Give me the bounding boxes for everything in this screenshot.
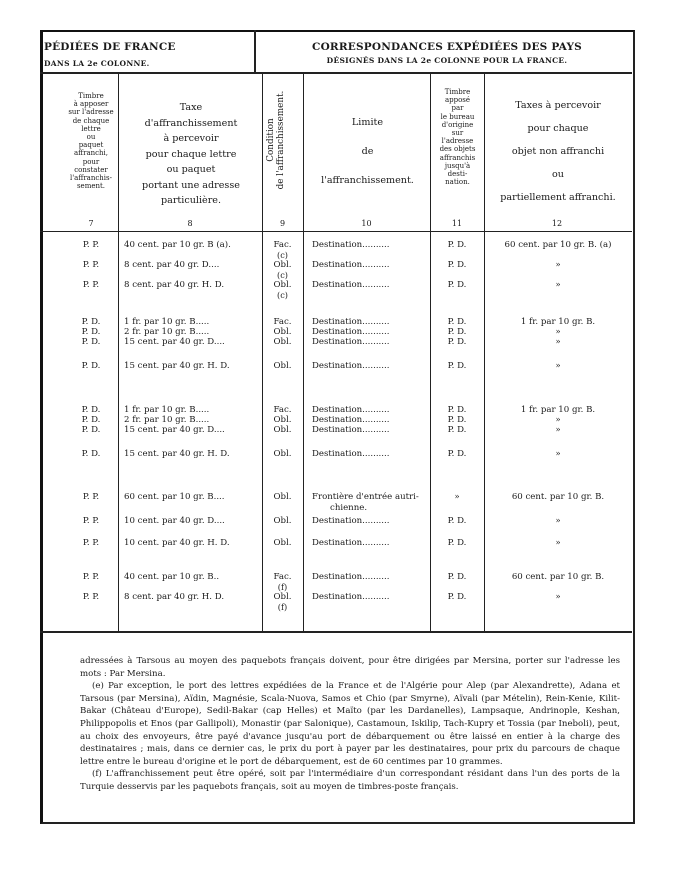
footnote-p1: adressées à Tarsous au moyen des paquebots français doivent, pour être dirigées par Mersina, porter sur l'adresse les mots : Par Mersina. (80, 656, 620, 679)
row-16-c7: P. P. (82, 592, 100, 602)
row-4-c9: Fac. (273, 317, 292, 327)
row-15-c9-note: (f) (277, 582, 288, 592)
col10-header: Limite de l'affranchissement. (321, 117, 414, 186)
left-subtitle: DANS LA 2e COLONNE. (44, 59, 150, 68)
row-15-c7: P. P. (82, 572, 100, 582)
row-7-c8: 15 cent. par 40 gr. H. D. (124, 361, 230, 371)
row-1-c9: Fac. (273, 240, 292, 250)
col11-number: 11 (451, 219, 463, 228)
row-2-c8: 8 cent. par 40 gr. D.... (124, 260, 220, 270)
row-11-c12: » (555, 449, 561, 459)
row-2-c10: Destination.......... (312, 260, 390, 270)
row-10-c8: 15 cent. par 40 gr. D.... (124, 425, 225, 435)
row-7-c12: » (555, 361, 561, 371)
footnote-e: (e) Par exception, le port des lettres expédiées de la France et de l'Algérie pour Alep (par Alexandrette), Adana et Tarsous (par Mersina), Aïdin, Magnésie, Scala-Nuova, Samos et Chio (par Smyrne), Aïvali (par Mételin), Rein-Kenie, Kilit-Bakar (Château d'Europe), Sedil-Bakar (cap Helles) et Maïto (par les Dardanelles), Lampsaque, Andrinople, Keshan, Philippopolis et Enos (par Gallipoli), Monastir (par Salonique), Castamoun, Iskilip, Tach-Kupry et Tossia (par Ineboli), peut, au choix des envoyeurs, être payé d'avance jusqu'au port de débarquement ou être laissé en entier à la charge des destinataires ; mais, dans ce dernier cas, le prix du port à payer par les destinataires, pour prix du parcours de chaque lettre entre le bureau d'origine et le port de débarquement, est de 60 centimes par 10 grammes. (80, 681, 620, 767)
row-12-c10-cont: chienne. (330, 503, 368, 513)
row-1-c7: P. P. (82, 240, 100, 250)
row-9-c7: P. D. (81, 415, 101, 425)
row-10-c10: Destination.......... (312, 425, 390, 435)
row-3-c7: P. P. (82, 280, 100, 290)
row-14-c8: 10 cent. par 40 gr. H. D. (124, 538, 230, 548)
row-10-c9: Obl. (273, 425, 292, 435)
row-16-c9-note: (f) (277, 602, 288, 612)
row-11-c9: Obl. (273, 449, 292, 459)
row-4-c8: 1 fr. par 10 gr. B..... (124, 317, 210, 327)
row-9-c12: » (555, 415, 561, 425)
row-5-c11: P. D. (447, 327, 467, 337)
row-14-c12: » (555, 538, 561, 548)
row-8-c9: Fac. (273, 405, 292, 415)
row-15-c11: P. D. (447, 572, 467, 582)
col9-number: 9 (279, 219, 286, 228)
row-7-c10: Destination.......... (312, 361, 390, 371)
row-14-c7: P. P. (82, 538, 100, 548)
row-7-c11: P. D. (447, 361, 467, 371)
right-title: CORRESPONDANCES EXPÉDIÉES DES PAYS (312, 41, 582, 53)
row-9-c8: 2 fr. par 10 gr. B..... (124, 415, 210, 425)
row-6-c9: Obl. (273, 337, 292, 347)
row-6-c8: 15 cent. par 40 gr. D.... (124, 337, 225, 347)
table-bottom-rule (40, 631, 632, 633)
row-8-c12: 1 fr. par 10 gr. B. (520, 405, 596, 415)
col-line-5 (484, 74, 485, 632)
row-14-c9: Obl. (273, 538, 292, 548)
right-subtitle: DÉSIGNÉS DANS LA 2e COLONNE POUR LA FRANCE. (326, 56, 568, 65)
row-3-c9: Obl. (273, 280, 292, 290)
row-3-c9-note: (c) (277, 290, 288, 300)
row-5-c8: 2 fr. par 10 gr. B..... (124, 327, 210, 337)
row-15-c8: 40 cent. par 10 gr. B.. (124, 572, 220, 582)
row-13-c9: Obl. (273, 516, 292, 526)
row-10-c7: P. D. (81, 425, 101, 435)
row-12-c8: 60 cent. par 10 gr. B.... (124, 492, 225, 502)
row-9-c10: Destination.......... (312, 415, 390, 425)
row-13-c10: Destination.......... (312, 516, 390, 526)
row-15-c12: 60 cent. par 10 gr. B. (511, 572, 605, 582)
row-9-c9: Obl. (273, 415, 292, 425)
row-16-c8: 8 cent. par 40 gr. H. D. (124, 592, 225, 602)
col8-number: 8 (187, 219, 193, 228)
col7-number: 7 (88, 219, 94, 228)
row-2-c12: » (555, 260, 561, 270)
col12-header: Taxes à percevoir pour chaque objet non affranchi ou partiellement affranchi. (500, 100, 616, 203)
row-6-c10: Destination.......... (312, 337, 390, 347)
row-4-c12: 1 fr. par 10 gr. B. (520, 317, 596, 327)
row-6-c11: P. D. (447, 337, 467, 347)
row-6-c7: P. D. (81, 337, 101, 347)
row-1-c10: Destination.......... (312, 240, 390, 250)
row-2-c7: P. P. (82, 260, 100, 270)
row-13-c12: » (555, 516, 561, 526)
row-15-c10: Destination.......... (312, 572, 390, 582)
row-8-c7: P. D. (81, 405, 101, 415)
col9-header: Condition de l'affranchissement. (266, 90, 287, 190)
row-2-c9-note: (c) (277, 270, 288, 280)
footnote-f: (f) L'affranchissement peut être opéré, soit par l'intermédiaire d'un correspondant résidant dans l'un des ports de la Turquie desservis par les paquebots français, soit au moyen de timbres-poste français. (80, 769, 620, 792)
col7-header: Timbre à apposer sur l'adresse de chaque lettre ou paquet affranchi, pour constater l'affranchis- sement. (68, 92, 114, 191)
row-8-c10: Destination.......... (312, 405, 390, 415)
row-10-c11: P. D. (447, 425, 467, 435)
col-line-2 (262, 74, 263, 632)
row-12-c11: » (454, 492, 460, 502)
footnotes (80, 655, 620, 794)
row-3-c8: 8 cent. par 40 gr. H. D. (124, 280, 225, 290)
row-3-c10: Destination.......... (312, 280, 390, 290)
row-7-c7: P. D. (81, 361, 101, 371)
row-12-c10: Frontière d'entrée autri- (312, 492, 419, 502)
row-4-c10: Destination.......... (312, 317, 390, 327)
row-16-c10: Destination.......... (312, 592, 390, 602)
row-9-c11: P. D. (447, 415, 467, 425)
row-13-c7: P. P. (82, 516, 100, 526)
row-3-c11: P. D. (447, 280, 467, 290)
row-12-c12: 60 cent. par 10 gr. B. (511, 492, 605, 502)
row-5-c9: Obl. (273, 327, 292, 337)
row-14-c11: P. D. (447, 538, 467, 548)
row-14-c10: Destination.......... (312, 538, 390, 548)
row-1-c9-note: (c) (277, 250, 288, 260)
left-title: PÉDIÉES DE FRANCE (44, 41, 176, 53)
row-1-c11: P. D. (447, 240, 467, 250)
row-3-c12: » (555, 280, 561, 290)
row-1-c8: 40 cent. par 10 gr. B (a). (124, 240, 231, 250)
col12-number: 12 (551, 219, 563, 228)
row-11-c10: Destination.......... (312, 449, 390, 459)
row-12-c9: Obl. (273, 492, 292, 502)
row-11-c7: P. D. (81, 449, 101, 459)
row-11-c8: 15 cent. par 40 gr. H. D. (124, 449, 230, 459)
row-13-c8: 10 cent. par 40 gr. D.... (124, 516, 225, 526)
row-5-c12: » (555, 327, 561, 337)
row-2-c9: Obl. (273, 260, 292, 270)
row-6-c12: » (555, 337, 561, 347)
row-12-c7: P. P. (82, 492, 100, 502)
row-8-c11: P. D. (447, 405, 467, 415)
col-line-1 (118, 74, 119, 632)
row-7-c9: Obl. (273, 361, 292, 371)
col-line-3 (303, 74, 304, 632)
column-head-rule (40, 231, 632, 232)
row-16-c12: » (555, 592, 561, 602)
col11-header: Timbre apposé par le bureau d'origine sur l'adresse des objets affranchis jusqu'à desti- nation. (439, 88, 476, 187)
col8-header: Taxe d'affranchissement à percevoir pour chaque lettre ou paquet portant une adresse particulière. (142, 102, 240, 206)
row-15-c9: Fac. (273, 572, 292, 582)
header-divider (254, 30, 256, 74)
row-16-c9: Obl. (273, 592, 292, 602)
row-1-c12: 60 cent. par 10 gr. B. (a) (504, 240, 612, 250)
row-5-c7: P. D. (81, 327, 101, 337)
row-13-c11: P. D. (447, 516, 467, 526)
col10-number: 10 (361, 219, 372, 228)
row-10-c12: » (555, 425, 561, 435)
row-16-c11: P. D. (447, 592, 467, 602)
row-11-c11: P. D. (447, 449, 467, 459)
row-8-c8: 1 fr. par 10 gr. B..... (124, 405, 210, 415)
row-2-c11: P. D. (447, 260, 467, 270)
row-4-c11: P. D. (447, 317, 467, 327)
row-5-c10: Destination.......... (312, 327, 390, 337)
row-4-c7: P. D. (81, 317, 101, 327)
header-rule (40, 72, 632, 74)
